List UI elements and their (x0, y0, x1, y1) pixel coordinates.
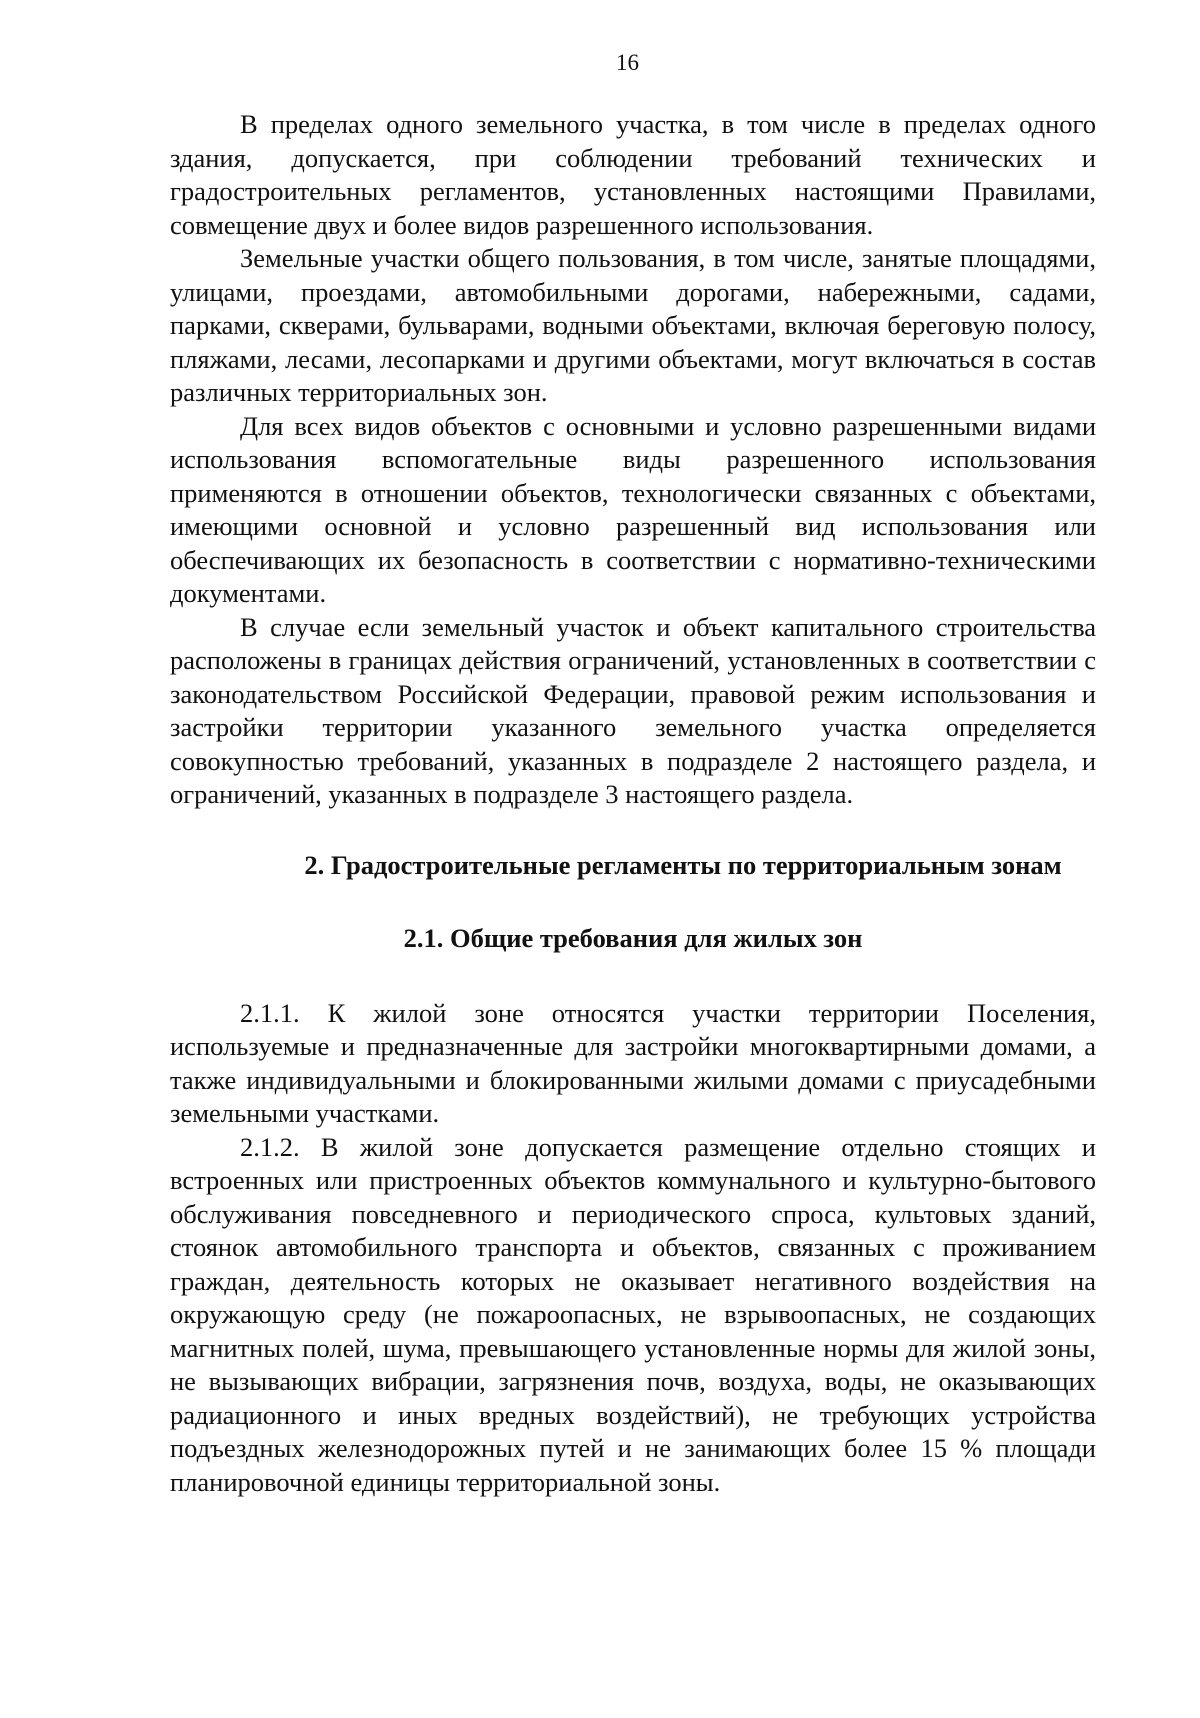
document-body (170, 108, 1096, 1499)
clause-2-1-1: 2.1.1. К жилой зоне относятся участки территории Поселения, используемые и предназначенные для застройки многоквартирными домами, а также индивидуальными и блокированными жилыми домами с приусадебными земельными участками. (170, 997, 1096, 1128)
page-number: 16 (616, 50, 639, 75)
paragraph-public-land: Земельные участки общего пользования, в том числе, занятые площадями, улицами, проездами, автомобильными дорогами, набережными, садами, парками, скверами, бульварами, водными объектами, включая береговую полосу, пляжами, лесами, лесопарками и другими объектами, могут включаться в состав различных территориальных зон. (170, 243, 1096, 407)
paragraph-restrictions: В случае если земельный участок и объект капитального строительства расположены в границах действия ограничений, установленных в соответствии с законодательством Российской Федерации, правовой режим использования и застройки территории указанного земельного участка определяется совокупностью требований, указанных в подразделе 2 настоящего раздела, и ограничений, указанных в подразделе 3 настоящего раздела. (170, 611, 1096, 809)
section-heading: 2. Градостроительные регламенты по территориальным зонам (304, 849, 1062, 880)
paragraph-auxiliary-uses: Для всех видов объектов с основными и условно разрешенными видами использования вспомогательные виды разрешенного использования применяются в отношении объектов, технологически связанных с объектами, имеющими основной и условно разрешенный вид использования или обеспечивающих их безопасность в соответствии с нормативно-техническими документами. (170, 410, 1096, 608)
clause-2-1-2: 2.1.2. В жилой зоне допускается размещение отдельно стоящих и встроенных или пристроенных объектов коммунального и культурно-бытового обслуживания повседневного и периодического спроса, культовых зданий, стоянок автомобильного транспорта и объектов, связанных с проживанием граждан, деятельность которых не оказывает негативного воздействия на окружающую среду (не пожароопасных, не взрывоопасных, не создающих магнитных полей, шума, превышающего установленные нормы для жилой зоны, не вызывающих вибрации, загрязнения почв, воздуха, воды, не оказывающих радиационного и иных вредных воздействий), не требующих устройства подъездных железнодорожных путей и не занимающих более 15 % площади планировочной единицы территориальной зоны. (170, 1131, 1096, 1497)
paragraph-combined-uses: В пределах одного земельного участка, в том числе в пределах одного здания, допускается, при соблюдении требований технических и градостроительных регламентов, установленных настоящими Правилами, совмещение двух и более видов разрешенного использования. (170, 109, 1096, 240)
subsection-heading: 2.1. Общие требования для жилых зон (403, 923, 863, 953)
